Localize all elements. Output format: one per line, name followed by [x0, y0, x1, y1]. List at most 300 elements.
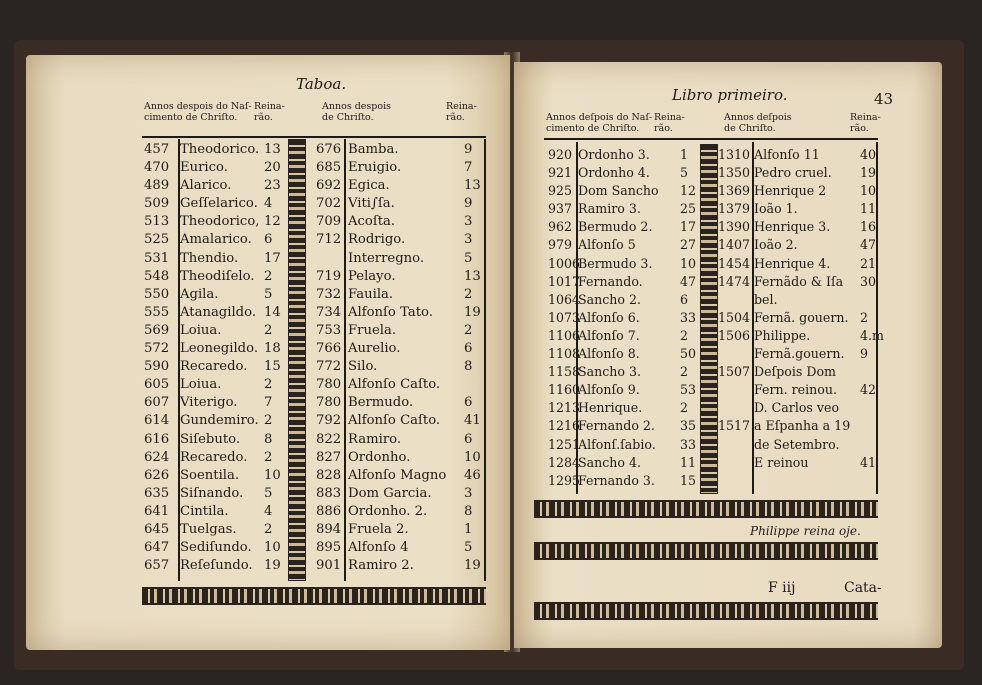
reign-row: [144, 304, 289, 322]
reign-monarch: Dom Sancho: [578, 183, 659, 199]
reign-duration: 2: [680, 400, 689, 416]
reign-duration: 9: [860, 346, 869, 362]
reign-year: 470: [144, 160, 170, 176]
reign-duration: 41: [464, 413, 481, 429]
reign-monarch: Ioão 2.: [754, 237, 798, 253]
reign-row: [548, 200, 700, 218]
reign-duration: 7: [264, 395, 273, 411]
reign-monarch: Sancho 4.: [578, 454, 642, 470]
reign-row: [316, 376, 484, 394]
right-ornament-band-3: [534, 602, 878, 620]
reign-row: [548, 309, 700, 327]
reign-year: 894: [316, 521, 342, 537]
reign-year: 1295: [548, 472, 581, 488]
reign-row: [316, 250, 484, 268]
reign-row: [718, 164, 876, 182]
reign-year: 607: [144, 395, 170, 411]
reign-duration: 1: [464, 521, 473, 537]
reign-monarch: Theodiſelo.: [180, 268, 255, 284]
reign-monarch: Alfonſo Caſto.: [348, 377, 441, 393]
reign-year: 1517: [718, 418, 751, 434]
reign-monarch: Alfonſo Tato.: [348, 304, 433, 320]
reign-row: [316, 304, 484, 322]
reign-duration: 13: [264, 142, 281, 157]
reign-monarch: Alfonſo 5: [578, 237, 636, 253]
reign-duration: 2: [464, 322, 473, 338]
reign-year: 792: [316, 413, 342, 429]
reign-row: [144, 231, 289, 249]
reign-duration: 8: [464, 503, 473, 519]
reign-duration: 8: [264, 431, 273, 447]
reign-row: [316, 557, 484, 575]
reign-row: [548, 218, 700, 236]
right-reign-list-a: [548, 146, 700, 490]
right-col-head-years-a: Annos deſpois do Naſ- cimento de Chriſto.: [546, 112, 653, 134]
reign-monarch: Loiua.: [180, 322, 222, 338]
reign-monarch: Alfonſo 7.: [578, 327, 640, 343]
reign-monarch: Bamba.: [348, 142, 399, 157]
right-reign-list-b: [718, 146, 884, 472]
left-rule-c: [484, 139, 486, 581]
reign-row: [548, 146, 700, 164]
left-page: [26, 55, 510, 650]
reign-year: 1106: [548, 327, 581, 343]
reign-row: [316, 286, 484, 304]
reign-monarch: D. Carlos veo: [754, 400, 840, 416]
reign-duration: 1: [680, 147, 689, 162]
reign-duration: 3: [464, 485, 473, 501]
reign-year: 920: [548, 147, 573, 162]
reign-monarch: Sediſundo.: [180, 540, 252, 556]
reign-duration: 50: [680, 346, 697, 362]
reign-monarch: Henrique 2: [754, 183, 827, 199]
reign-monarch: Alfonſo 6.: [578, 309, 640, 325]
reign-monarch: Soentila.: [180, 467, 240, 483]
reign-monarch: Fauila.: [348, 286, 394, 302]
reign-row: [548, 399, 700, 417]
reign-duration: 3: [464, 232, 473, 248]
reign-year: 937: [548, 201, 573, 217]
reign-duration: 42: [860, 382, 877, 398]
reign-duration: 46: [464, 467, 481, 483]
reign-row: [548, 436, 700, 454]
reign-monarch: Gundemiro.: [180, 413, 259, 429]
reign-year: 1158: [548, 364, 581, 380]
reign-monarch: Silo.: [348, 359, 378, 375]
right-running-head: Libro primeiro.: [672, 86, 788, 104]
reign-year: 734: [316, 304, 342, 320]
reign-duration: 3: [464, 214, 473, 230]
reign-year: 513: [144, 214, 170, 230]
reign-monarch: E reinou: [754, 454, 809, 470]
reign-duration: 9: [464, 142, 473, 157]
reign-year: 635: [144, 485, 170, 501]
reign-year: 921: [548, 165, 573, 181]
reign-row: [548, 454, 700, 472]
reign-row: [144, 250, 289, 268]
reign-year: 645: [144, 521, 170, 537]
reign-year: 1350: [718, 165, 751, 181]
reign-duration: 6: [264, 232, 273, 248]
reign-monarch: Alfonſo 9.: [578, 382, 640, 398]
reign-duration: 14: [264, 304, 281, 320]
reign-row: [718, 363, 876, 381]
reign-year: 962: [548, 219, 573, 235]
reign-monarch: Bermudo 3.: [578, 255, 653, 271]
reign-year: 925: [548, 183, 573, 199]
reign-monarch: Henrique 3.: [754, 219, 831, 235]
reign-monarch: Recaredo.: [180, 449, 248, 465]
reign-year: 772: [316, 359, 342, 375]
reign-monarch: de Setembro.: [754, 436, 840, 452]
reign-row: [144, 141, 289, 159]
reign-duration: 13: [464, 268, 481, 284]
reign-year: 555: [144, 304, 170, 320]
reign-row: [316, 358, 484, 376]
reign-year: 1064: [548, 291, 581, 307]
reign-duration: 2: [264, 377, 273, 393]
reign-monarch: Bermudo.: [348, 395, 414, 411]
reign-monarch: Ordonho 4.: [578, 165, 650, 181]
reign-duration: 25: [680, 201, 697, 217]
reign-monarch: Alfonſo 8.: [578, 346, 640, 362]
reign-monarch: Atanagildo.: [180, 304, 257, 320]
reign-row: [316, 231, 484, 249]
reign-monarch: Loiua.: [180, 377, 222, 393]
reign-duration: 4: [264, 503, 273, 519]
reign-year: 709: [316, 214, 342, 230]
reign-row: [718, 236, 876, 254]
reign-year: 1216: [548, 418, 581, 434]
right-ornament-column: [700, 144, 718, 494]
reign-row: [316, 521, 484, 539]
reign-row: [718, 182, 876, 200]
reign-year: 457: [144, 142, 170, 157]
reign-row: [718, 291, 876, 309]
reign-year: 901: [316, 558, 342, 574]
reign-monarch: Ordonho.: [348, 449, 411, 465]
reign-year: 1454: [718, 255, 751, 271]
reign-monarch: Thendio.: [180, 250, 239, 266]
reign-duration: 11: [680, 454, 697, 470]
reign-year: 1310: [718, 147, 751, 162]
reign-monarch: Bermudo 2.: [578, 219, 653, 235]
reign-duration: 10: [464, 449, 481, 465]
reign-monarch: Viti∫ſa.: [348, 196, 395, 212]
reign-year: 1251: [548, 436, 581, 452]
reign-row: [144, 268, 289, 286]
reign-row: [316, 412, 484, 430]
reign-row: [718, 381, 876, 399]
reign-duration: 2: [860, 309, 869, 325]
reign-year: 572: [144, 341, 170, 357]
reign-row: [316, 485, 484, 503]
reign-duration: 19: [464, 304, 481, 320]
reign-year: 827: [316, 449, 342, 465]
reign-year: 548: [144, 268, 170, 284]
reign-duration: 23: [264, 178, 281, 194]
reign-monarch: Egica.: [348, 178, 390, 194]
reign-monarch: Siſnando.: [180, 485, 244, 501]
reign-duration: 18: [264, 341, 281, 357]
reign-monarch: Fernando 3.: [578, 472, 655, 488]
right-rule-c: [876, 142, 878, 494]
left-header-rule: [142, 136, 486, 138]
reign-monarch: Amalarico.: [180, 232, 252, 248]
reign-year: 1006: [548, 255, 581, 271]
reign-row: [548, 164, 700, 182]
reign-monarch: Geſſelarico.: [180, 196, 258, 212]
left-col-head-reign-a: Reina- rão.: [254, 101, 285, 123]
reign-year: 569: [144, 322, 170, 338]
reign-monarch: Sancho 2.: [578, 291, 642, 307]
reign-duration: 7: [464, 160, 473, 176]
reign-year: 1474: [718, 273, 751, 289]
reign-row: [144, 213, 289, 231]
reign-duration: 6: [464, 431, 473, 447]
reign-duration: 47: [860, 237, 877, 253]
reign-row: [144, 449, 289, 467]
reign-row: [718, 309, 876, 327]
left-col-head-reign-b: Reina- rão.: [446, 101, 477, 123]
reign-monarch: Alfonſo Magno: [348, 467, 447, 483]
reign-monarch: Alfonſo 11: [754, 147, 820, 162]
reign-row: [548, 472, 700, 490]
reign-duration: 5: [680, 165, 689, 181]
reign-row: [548, 273, 700, 291]
reign-row: [316, 213, 484, 231]
reign-row: [144, 485, 289, 503]
reign-row: [144, 412, 289, 430]
reign-monarch: Ramiro 2.: [348, 558, 414, 574]
reign-year: 719: [316, 268, 342, 284]
catchword: Cata-: [844, 580, 882, 596]
reign-duration: 19: [264, 558, 281, 574]
reign-duration: 4: [264, 196, 273, 212]
reign-year: 886: [316, 503, 342, 519]
reign-duration: 4.m: [860, 327, 884, 343]
reign-year: 525: [144, 232, 170, 248]
reign-row: [316, 195, 484, 213]
reign-year: 1506: [718, 327, 751, 343]
reign-row: [316, 503, 484, 521]
reign-row: [316, 467, 484, 485]
reign-monarch: Recaredo.: [180, 359, 248, 375]
reign-duration: 35: [680, 418, 697, 434]
reign-duration: 21: [860, 255, 877, 271]
reign-year: 1390: [718, 219, 751, 235]
signature-mark: F iij: [768, 580, 796, 596]
reign-year: 766: [316, 341, 342, 357]
reign-duration: 10: [264, 540, 281, 556]
reign-row: [548, 345, 700, 363]
left-reign-list-a: [144, 141, 289, 575]
reign-duration: 2: [264, 521, 273, 537]
reign-monarch: Henrique 4.: [754, 255, 831, 271]
reign-duration: 11: [860, 201, 877, 217]
reign-year: 489: [144, 178, 170, 194]
reign-year: 626: [144, 467, 170, 483]
reign-monarch: Alarico.: [180, 178, 232, 194]
reign-duration: 19: [860, 165, 877, 181]
reign-duration: 17: [264, 250, 281, 266]
reign-monarch: Fernã.gouern.: [754, 346, 845, 362]
left-col-head-years-b: Annos despois de Chriſto.: [322, 101, 392, 123]
reign-monarch: Leonegildo.: [180, 341, 259, 357]
reign-year: 1379: [718, 201, 751, 217]
reign-row: [548, 291, 700, 309]
reign-monarch: Fernando 2.: [578, 418, 655, 434]
reign-duration: 5: [464, 250, 473, 266]
left-col-head-years-a: Annos despois do Naſ- cimento de Chriſto.: [144, 101, 252, 123]
reign-duration: 41: [860, 454, 877, 470]
reign-duration: 10: [264, 467, 281, 483]
reign-duration: 2: [264, 268, 273, 284]
reign-year: 1504: [718, 309, 751, 325]
reign-year: 1073: [548, 309, 581, 325]
reign-row: [316, 539, 484, 557]
reign-duration: 5: [464, 540, 473, 556]
reign-monarch: Ordonho. 2.: [348, 503, 428, 519]
reign-row: [316, 340, 484, 358]
reign-duration: 8: [464, 359, 473, 375]
reign-year: 616: [144, 431, 170, 447]
reign-year: 624: [144, 449, 170, 465]
reign-row: [316, 394, 484, 412]
reign-monarch: Siſebuto.: [180, 431, 241, 447]
reign-row: [718, 146, 876, 164]
reign-row: [144, 322, 289, 340]
reign-year: 1284: [548, 454, 581, 470]
reign-monarch: Alfonſ.ſabio.: [578, 436, 656, 452]
left-running-head: Taboa.: [296, 75, 347, 93]
reign-year: 753: [316, 322, 342, 338]
reign-year: 732: [316, 286, 342, 302]
page-number: 43: [874, 90, 894, 108]
reign-monarch: Sancho 3.: [578, 364, 642, 380]
reign-row: [144, 503, 289, 521]
reign-row: [548, 381, 700, 399]
reign-row: [548, 363, 700, 381]
reign-year: 1369: [718, 183, 751, 199]
reign-row: [144, 195, 289, 213]
reign-duration: 6: [464, 395, 473, 411]
reign-monarch: Ramiro 3.: [578, 201, 641, 217]
reign-monarch: Dom Garcia.: [348, 485, 432, 501]
right-col-head-reign-b: Reina- rão.: [850, 112, 881, 134]
reign-monarch: Fruela.: [348, 322, 397, 338]
reign-monarch: bel.: [754, 291, 778, 307]
reign-monarch: Ioão 1.: [754, 201, 798, 217]
reign-duration: 2: [680, 364, 689, 380]
reign-year: 712: [316, 232, 342, 248]
reign-year: 702: [316, 196, 342, 212]
reign-row: [548, 182, 700, 200]
reign-year: 883: [316, 485, 342, 501]
reign-duration: 47: [680, 273, 697, 289]
reign-monarch: Fernã. gouern.: [754, 309, 849, 325]
reign-monarch: Aurelio.: [348, 341, 401, 357]
reign-year: 780: [316, 395, 342, 411]
reign-note: Philippe reina oje.: [750, 524, 861, 538]
reign-row: [718, 273, 876, 291]
reign-row: [548, 327, 700, 345]
reign-year: 614: [144, 413, 170, 429]
reign-row: [548, 255, 700, 273]
left-ornament-column: [288, 139, 306, 581]
reign-year: 1213: [548, 400, 581, 416]
reign-duration: 2: [264, 449, 273, 465]
reign-row: [316, 141, 484, 159]
reign-duration: 16: [860, 219, 877, 235]
reign-duration: 2: [264, 413, 273, 429]
reign-monarch: Alfonſo 4: [348, 540, 409, 556]
reign-duration: 53: [680, 382, 697, 398]
reign-monarch: Pelayo.: [348, 268, 396, 284]
reign-row: [316, 449, 484, 467]
reign-row: [718, 417, 876, 435]
reign-row: [718, 200, 876, 218]
reign-duration: 15: [264, 359, 281, 375]
reign-year: 647: [144, 540, 170, 556]
reign-duration: 19: [464, 558, 481, 574]
reign-duration: 33: [680, 436, 697, 452]
reign-year: 780: [316, 377, 342, 393]
reign-row: [144, 539, 289, 557]
reign-year: 590: [144, 359, 170, 375]
reign-monarch: Henrique.: [578, 400, 643, 416]
reign-row: [316, 322, 484, 340]
right-col-head-years-b: Annos deſpois de Chriſto.: [724, 112, 792, 134]
reign-monarch: Tuelgas.: [180, 521, 237, 537]
reign-row: [144, 286, 289, 304]
reign-row: [144, 394, 289, 412]
left-ornament-band: [142, 587, 486, 605]
reign-duration: 2: [464, 286, 473, 302]
reign-duration: 5: [264, 485, 273, 501]
reign-year: 692: [316, 178, 342, 194]
reign-monarch: Fern. reinou.: [754, 382, 837, 398]
reign-monarch: Interregno.: [348, 250, 425, 266]
reign-year: 1108: [548, 346, 581, 362]
reign-monarch: Ramiro.: [348, 431, 402, 447]
reign-monarch: Viterigo.: [180, 395, 238, 411]
reign-year: 509: [144, 196, 170, 212]
reign-duration: 33: [680, 309, 697, 325]
reign-duration: 30: [860, 273, 877, 289]
reign-row: [144, 159, 289, 177]
reign-monarch: Fruela 2.: [348, 521, 409, 537]
reign-duration: 15: [680, 472, 697, 488]
reign-monarch: Fernãdo & Iſa: [754, 273, 844, 289]
reign-row: [548, 417, 700, 435]
reign-duration: 13: [464, 178, 481, 194]
reign-monarch: a Eſpanha a 19: [754, 418, 851, 434]
reign-row: [718, 454, 876, 472]
reign-duration: 2: [680, 327, 689, 343]
reign-year: 550: [144, 286, 170, 302]
reign-year: 676: [316, 142, 342, 157]
reign-monarch: Cintila.: [180, 503, 229, 519]
reign-monarch: Reſeſundo.: [180, 558, 253, 574]
reign-monarch: Acoſta.: [348, 214, 396, 230]
reign-monarch: Ordonho 3.: [578, 147, 650, 162]
reign-row: [718, 218, 876, 236]
reign-year: 1160: [548, 382, 581, 398]
reign-monarch: Deſpois Dom: [754, 364, 836, 380]
reign-row: [718, 327, 884, 345]
reign-duration: 5: [264, 286, 273, 302]
